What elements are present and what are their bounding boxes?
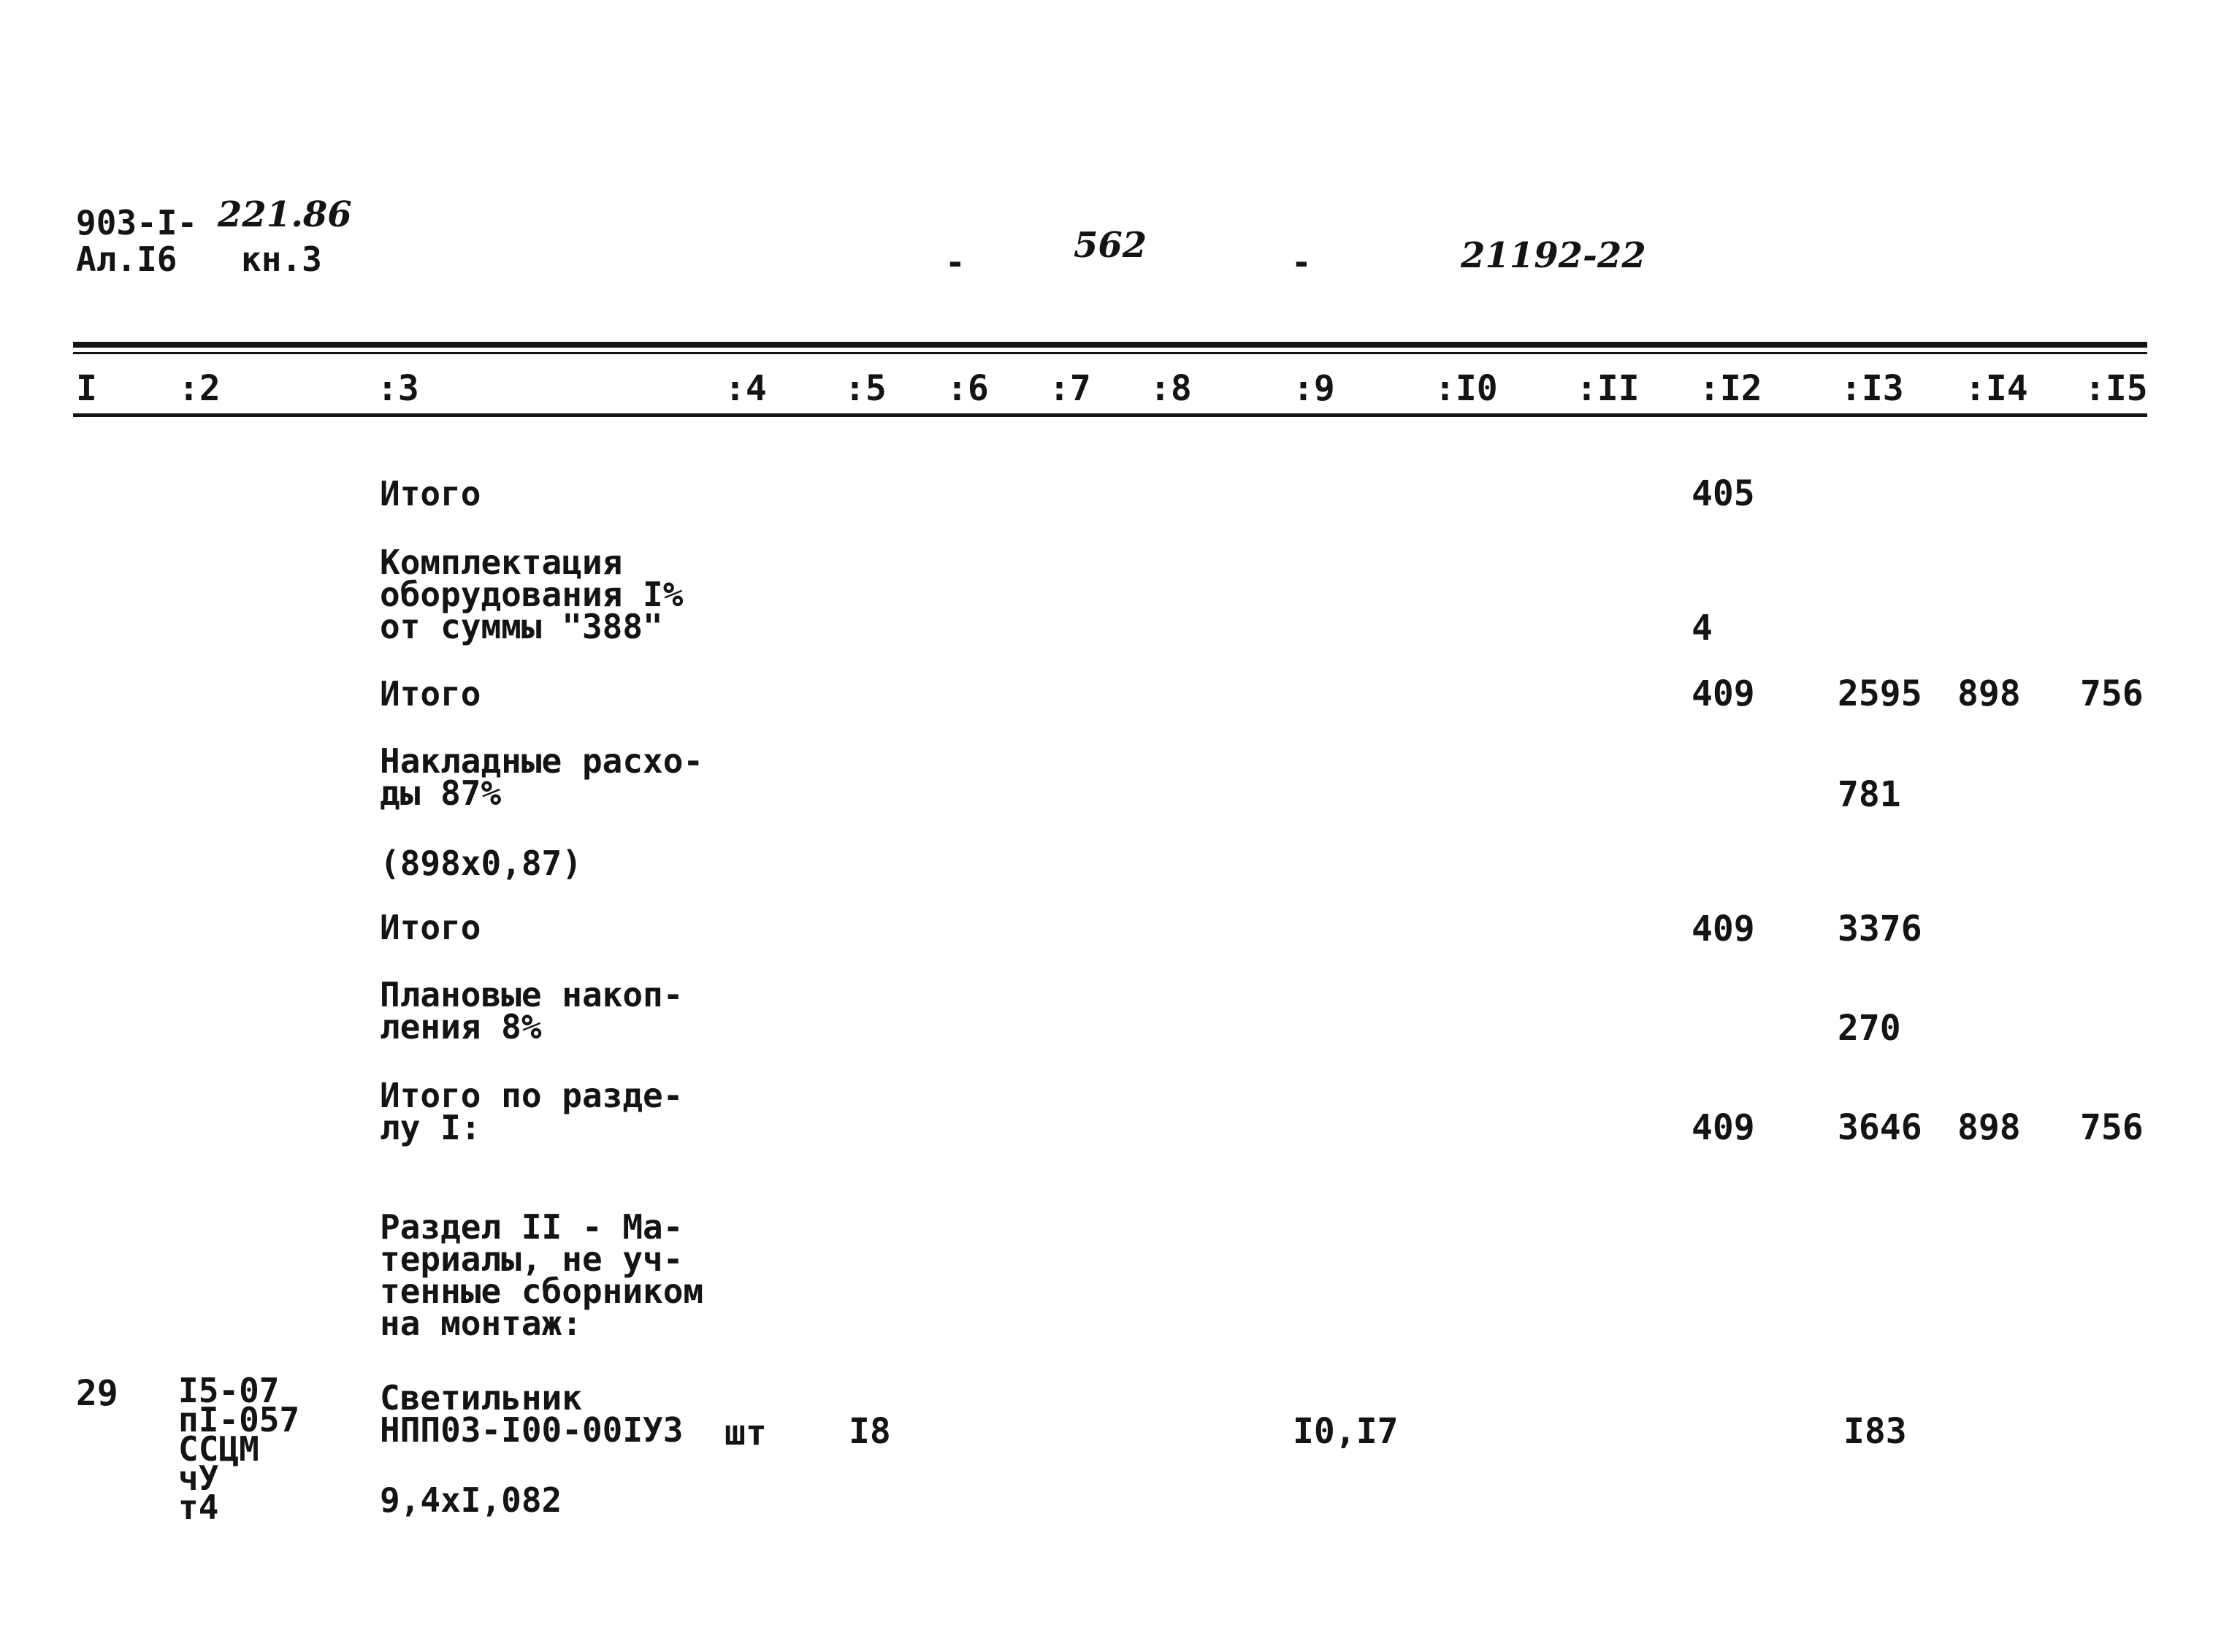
col-header-7: :7: [1049, 368, 1091, 409]
code-line: т4: [178, 1488, 219, 1527]
section-heading: [380, 1207, 704, 1343]
description-line: ды 87%: [380, 773, 502, 813]
column-header-underline: [73, 413, 2147, 417]
cell-col-15: 756: [2080, 673, 2144, 714]
page-number-handwritten: 562: [1074, 225, 1147, 266]
top-rule-thin: [73, 352, 2147, 354]
description-line: Итого: [380, 674, 481, 714]
cell-col-5: I8: [849, 1411, 891, 1452]
top-rule-thick: [73, 342, 2147, 348]
book-label: кн.3: [241, 240, 322, 279]
cell-col-4: шт: [725, 1412, 767, 1453]
row-description: [380, 543, 684, 646]
description-line: Накладные расхо-: [380, 741, 704, 781]
cell-col-13: 2595: [1838, 673, 1922, 714]
row-description: [380, 474, 481, 513]
col-header-5: :5: [844, 368, 887, 409]
col-header-14: :I4: [1965, 368, 2028, 409]
cell-col-2: [178, 1371, 300, 1527]
description-line: лу I:: [380, 1108, 481, 1147]
row-calculation: 9,4xI,082: [380, 1480, 562, 1520]
col-header-4: :4: [725, 368, 767, 409]
description-line: оборудования I%: [380, 575, 684, 614]
description-line: от суммы "388": [380, 607, 663, 646]
description-line: (898x0,87): [380, 844, 582, 883]
col-header-8: :8: [1150, 368, 1192, 409]
cell-col-14: 898: [1957, 1107, 2021, 1148]
doc-code: [76, 203, 198, 242]
description-line: НПП03-I00-00IУ3: [380, 1410, 684, 1450]
code-line: чУ: [178, 1458, 219, 1498]
col-header-15: :I5: [2084, 368, 2148, 409]
description-line: Плановые накоп-: [380, 975, 684, 1014]
description-line: Светильник: [380, 1378, 582, 1418]
code-line: ССЦМ: [178, 1429, 259, 1469]
cell-col-15: 756: [2080, 1107, 2144, 1148]
cell-col-13: 3376: [1838, 909, 1922, 949]
description-line: Итого: [380, 474, 481, 513]
cell-col-12: 409: [1692, 673, 1755, 714]
cell-col-9: I0,I7: [1293, 1411, 1399, 1452]
cell-col-13: I83: [1843, 1411, 1907, 1452]
description-line: териалы, не уч-: [380, 1239, 684, 1279]
cell-col-1: 29: [76, 1373, 118, 1414]
description-line: на монтаж:: [380, 1304, 582, 1343]
reference-number-handwritten: 21192-22: [1461, 235, 1646, 276]
cell-col-13: 781: [1838, 774, 1901, 815]
col-header-3: :3: [377, 368, 419, 409]
row-description: [380, 741, 704, 813]
cell-col-12: 405: [1692, 473, 1755, 514]
row-description: [380, 908, 481, 947]
cell-col-12: 409: [1692, 1107, 1755, 1148]
row-description: [380, 674, 481, 714]
description-line: Комплектация: [380, 543, 623, 582]
row-description: [380, 975, 684, 1047]
doc-code-printed: 903-I-: [76, 203, 198, 242]
description-line: Итого по разде-: [380, 1076, 684, 1115]
header-dash-2: -: [1291, 242, 1312, 282]
col-header-12: :I2: [1699, 368, 1762, 409]
col-header-11: :II: [1576, 368, 1640, 409]
doc-code-handwritten: 221.86: [218, 194, 352, 235]
cell-col-12: 409: [1692, 909, 1755, 949]
row-description: [380, 1076, 684, 1147]
col-header-9: :9: [1293, 368, 1335, 409]
cell-col-12: 4: [1692, 608, 1713, 649]
col-header-1: I: [76, 368, 97, 409]
cell-col-13: 3646: [1838, 1107, 1922, 1148]
description-line: Раздел II - Ма-: [380, 1207, 684, 1247]
col-header-2: :2: [178, 368, 221, 409]
col-header-6: :6: [947, 368, 989, 409]
description-line: Итого: [380, 908, 481, 947]
code-line: I5-07: [178, 1371, 280, 1410]
row-description: [380, 844, 582, 883]
album-label: Ал.I6: [76, 240, 177, 279]
description-line: тенные сборником: [380, 1271, 704, 1311]
col-header-10: :I0: [1434, 368, 1498, 409]
cell-col-13: 270: [1838, 1008, 1901, 1049]
header-dash-1: -: [945, 242, 966, 282]
description-line: ления 8%: [380, 1007, 542, 1047]
cell-col-14: 898: [1957, 673, 2021, 714]
code-line: пI-057: [178, 1400, 300, 1439]
row-description: [380, 1378, 684, 1450]
col-header-13: :I3: [1841, 368, 1904, 409]
